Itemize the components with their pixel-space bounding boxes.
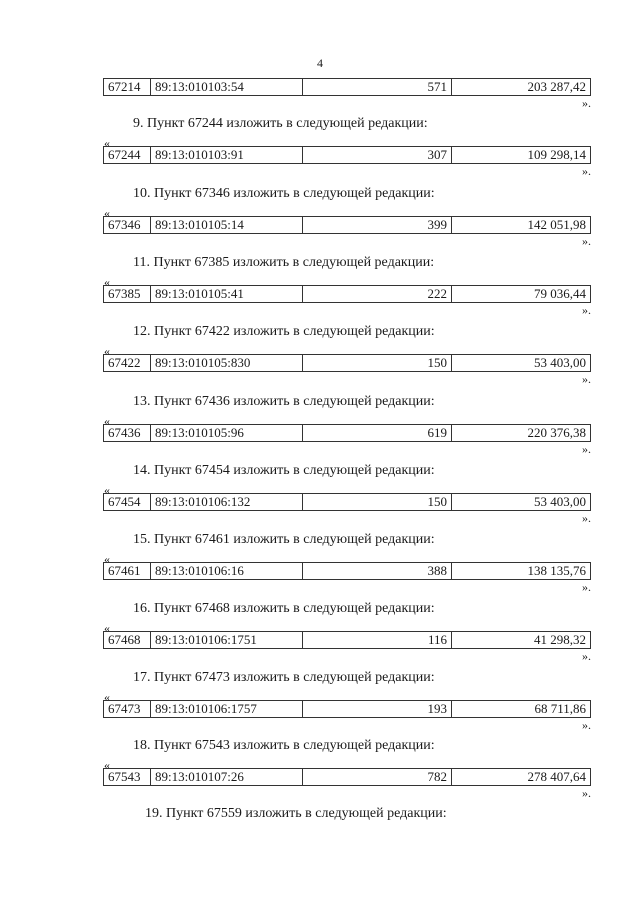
cell-quantity: 782 <box>303 769 452 786</box>
cell-quantity: 571 <box>303 79 452 96</box>
amendment-heading: 12. Пункт 67422 изложить в следующей редакции: <box>133 324 435 339</box>
cell-quantity: 193 <box>303 701 452 718</box>
amendment-section <box>0 255 640 325</box>
opening-quote: « <box>104 758 110 772</box>
table-row <box>104 701 591 718</box>
cell-quantity: 150 <box>303 494 452 511</box>
cell-quantity: 307 <box>303 147 452 164</box>
amendment-section <box>0 186 640 256</box>
cell-number: 67346 <box>104 217 151 234</box>
cell-cadastral: 89:13:010106:16 <box>151 563 303 580</box>
cell-cadastral: 89:13:010105:41 <box>151 286 303 303</box>
cell-sum: 53 403,00 <box>452 494 591 511</box>
table-row <box>104 79 591 96</box>
opening-quote: « <box>104 136 110 150</box>
cell-sum: 203 287,42 <box>452 79 591 96</box>
amendment-section <box>0 324 640 394</box>
amendment-heading: 13. Пункт 67436 изложить в следующей редакции: <box>133 394 435 409</box>
amendment-section <box>0 738 640 808</box>
cell-quantity: 150 <box>303 355 452 372</box>
table-row <box>104 425 591 442</box>
cell-sum: 79 036,44 <box>452 286 591 303</box>
closing-quote: ». <box>582 580 591 594</box>
cell-cadastral: 89:13:010106:132 <box>151 494 303 511</box>
closing-quote: ». <box>582 303 591 317</box>
cell-sum: 68 711,86 <box>452 701 591 718</box>
amendment-heading-final: 19. Пункт 67559 изложить в следующей редакции: <box>145 806 447 821</box>
cell-cadastral: 89:13:010106:1757 <box>151 701 303 718</box>
closing-quote: ». <box>582 649 591 663</box>
amendment-section <box>0 463 640 533</box>
amendment-heading: 16. Пункт 67468 изложить в следующей редакции: <box>133 601 435 616</box>
cell-number: 67543 <box>104 769 151 786</box>
row-table <box>103 562 591 580</box>
cell-cadastral: 89:13:010103:54 <box>151 79 303 96</box>
cell-cadastral: 89:13:010105:96 <box>151 425 303 442</box>
cell-cadastral: 89:13:010105:830 <box>151 355 303 372</box>
opening-quote: « <box>104 275 110 289</box>
cell-quantity: 116 <box>303 632 452 649</box>
table-row <box>104 147 591 164</box>
table-row <box>104 494 591 511</box>
cell-cadastral: 89:13:010106:1751 <box>151 632 303 649</box>
table-row <box>104 632 591 649</box>
cell-number: 67436 <box>104 425 151 442</box>
cell-quantity: 222 <box>303 286 452 303</box>
cell-number: 67454 <box>104 494 151 511</box>
cell-number: 67244 <box>104 147 151 164</box>
opening-quote: « <box>104 414 110 428</box>
cell-number: 67468 <box>104 632 151 649</box>
closing-quote: ». <box>582 718 591 732</box>
amendment-section <box>0 116 640 186</box>
opening-quote: « <box>104 344 110 358</box>
amendment-section <box>0 670 640 740</box>
cell-cadastral: 89:13:010103:91 <box>151 147 303 164</box>
cell-sum: 278 407,64 <box>452 769 591 786</box>
cell-quantity: 399 <box>303 217 452 234</box>
row-table <box>103 216 591 234</box>
table-row <box>104 286 591 303</box>
cell-quantity: 619 <box>303 425 452 442</box>
opening-quote: « <box>104 552 110 566</box>
row-table <box>103 424 591 442</box>
cell-sum: 142 051,98 <box>452 217 591 234</box>
table-row <box>104 355 591 372</box>
opening-quote: « <box>104 206 110 220</box>
cell-number: 67473 <box>104 701 151 718</box>
amendment-heading: 14. Пункт 67454 изложить в следующей редакции: <box>133 463 435 478</box>
cell-number: 67214 <box>104 79 151 96</box>
row-table <box>103 768 591 786</box>
cell-number: 67422 <box>104 355 151 372</box>
closing-quote: ». <box>582 96 591 110</box>
row-table <box>103 700 591 718</box>
table-row <box>104 217 591 234</box>
amendment-heading: 10. Пункт 67346 изложить в следующей редакции: <box>133 186 435 201</box>
amendment-heading: 17. Пункт 67473 изложить в следующей редакции: <box>133 670 435 685</box>
opening-quote: « <box>104 483 110 497</box>
amendment-heading: 11. Пункт 67385 изложить в следующей редакции: <box>133 255 435 270</box>
table-row <box>104 563 591 580</box>
closing-quote: ». <box>582 234 591 248</box>
cell-number: 67385 <box>104 286 151 303</box>
cell-sum: 109 298,14 <box>452 147 591 164</box>
opening-quote: « <box>104 690 110 704</box>
cell-cadastral: 89:13:010107:26 <box>151 769 303 786</box>
row-table <box>103 354 591 372</box>
row-table <box>103 285 591 303</box>
row-table <box>103 78 591 96</box>
opening-quote: « <box>104 621 110 635</box>
row-table <box>103 631 591 649</box>
closing-quote: ». <box>582 372 591 386</box>
amendment-section <box>0 532 640 602</box>
closing-quote: ». <box>582 442 591 456</box>
table-row <box>104 769 591 786</box>
cell-sum: 138 135,76 <box>452 563 591 580</box>
cell-sum: 53 403,00 <box>452 355 591 372</box>
row-table <box>103 146 591 164</box>
cell-number: 67461 <box>104 563 151 580</box>
amendment-section <box>0 601 640 671</box>
closing-quote: ». <box>582 511 591 525</box>
cell-sum: 41 298,32 <box>452 632 591 649</box>
page-number: 4 <box>317 56 323 70</box>
amendment-section <box>0 394 640 464</box>
cell-cadastral: 89:13:010105:14 <box>151 217 303 234</box>
amendment-heading: 9. Пункт 67244 изложить в следующей редакции: <box>133 116 428 131</box>
first-row-block <box>0 48 640 118</box>
amendment-heading: 15. Пункт 67461 изложить в следующей редакции: <box>133 532 435 547</box>
cell-sum: 220 376,38 <box>452 425 591 442</box>
cell-quantity: 388 <box>303 563 452 580</box>
row-table <box>103 493 591 511</box>
amendment-heading: 18. Пункт 67543 изложить в следующей редакции: <box>133 738 435 753</box>
closing-quote: ». <box>582 786 591 800</box>
closing-quote: ». <box>582 164 591 178</box>
